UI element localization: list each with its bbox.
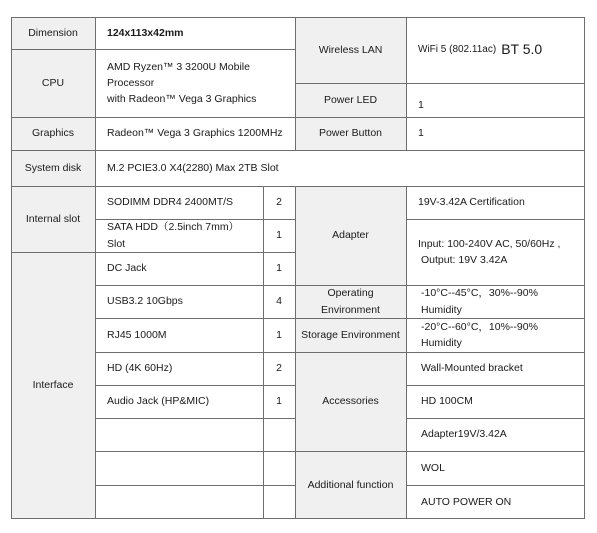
cpu-label: CPU: [11, 49, 95, 117]
row-divider: [406, 219, 585, 220]
power-button-value: 1: [418, 127, 424, 140]
table-border: [11, 17, 12, 519]
interface-qty: 4: [276, 295, 282, 308]
row-divider: [11, 150, 585, 151]
cpu-line-1: AMD Ryzen™ 3 3200U Mobile Processor: [107, 60, 250, 89]
wireless-lan-label: Wireless LAN: [295, 17, 406, 83]
row-divider: [295, 318, 585, 319]
table-border: [584, 17, 585, 519]
row-divider: [11, 117, 585, 118]
row-divider: [11, 49, 295, 50]
row-divider: [95, 451, 295, 452]
adapter-certification: 19V-3.42A Certification: [418, 196, 525, 209]
row-divider: [11, 252, 295, 253]
additional-function-label: Additional function: [295, 451, 406, 519]
interface-item: USB3.2 10Gbps: [107, 295, 183, 308]
cpu-value: [95, 49, 295, 117]
interface-item: HD (4K 60Hz): [107, 362, 173, 375]
accessory-item: Wall-Mounted bracket: [421, 362, 523, 375]
adapter-output: Output: 19V 3.42A: [421, 254, 508, 266]
row-divider: [95, 285, 295, 286]
row-divider: [95, 385, 295, 386]
storage-env-value: -20°C--60°C，10%--90% Humidity: [421, 320, 538, 349]
adapter-input: Input: 100-240V AC, 50/60Hz ,: [418, 237, 561, 250]
interface-item: DC Jack: [107, 262, 147, 275]
row-divider: [295, 451, 585, 452]
dimension-label: Dimension: [11, 17, 95, 49]
row-divider: [295, 285, 585, 286]
power-button-label: Power Button: [295, 117, 406, 150]
additional-function-item: AUTO POWER ON: [421, 495, 512, 508]
table-border: [11, 17, 585, 18]
power-led-value: 1: [418, 98, 424, 111]
row-divider: [11, 186, 585, 187]
row-divider: [95, 352, 295, 353]
internal-slot-label: Internal slot: [11, 186, 95, 252]
interface-qty: 1: [276, 395, 282, 408]
row-divider: [295, 352, 585, 353]
adapter-io: [406, 219, 584, 285]
additional-function-item: WOL: [421, 461, 445, 474]
operating-env-label: Operating Environment: [295, 285, 406, 318]
row-divider: [95, 219, 295, 220]
power-led-label: Power LED: [295, 83, 406, 117]
row-divider: [95, 418, 295, 419]
accessories-label: Accessories: [295, 352, 406, 451]
bluetooth-version: BT 5.0: [501, 41, 543, 58]
cpu-line-2: with Radeon™ Vega 3 Graphics: [107, 93, 257, 106]
accessory-item: Adapter19V/3.42A: [421, 428, 507, 441]
row-divider: [406, 485, 585, 486]
row-divider: [406, 385, 585, 386]
system-disk-label: System disk: [11, 150, 95, 186]
dimension-value: 124x113x42mm: [107, 26, 184, 39]
row-divider: [295, 83, 585, 84]
accessory-item: HD 100CM: [421, 395, 473, 408]
interface-label: Interface: [11, 252, 95, 519]
column-divider: [95, 17, 96, 519]
row-divider: [406, 418, 585, 419]
storage-env-label: Storage Environment: [295, 318, 406, 352]
interface-qty: 1: [276, 328, 282, 341]
row-divider: [95, 485, 295, 486]
wireless-lan-value: [406, 17, 584, 83]
interface-qty: 2: [276, 362, 282, 375]
operating-env-value: -10°C--45°C，30%--90% Humidity: [421, 287, 538, 316]
internal-slot-item: SATA HDD（2.5inch 7mm）Slot: [107, 221, 240, 250]
internal-slot-item: SODIMM DDR4 2400MT/S: [107, 196, 234, 209]
row-divider: [95, 318, 295, 319]
internal-slot-qty: 1: [276, 229, 282, 242]
internal-slot-qty: 2: [276, 196, 282, 209]
graphics-label: Graphics: [11, 117, 95, 150]
interface-item: Audio Jack (HP&MIC): [107, 395, 210, 408]
system-disk-value: M.2 PCIE3.0 X4(2280) Max 2TB Slot: [107, 161, 279, 174]
interface-qty: 1: [276, 262, 282, 275]
wifi-standard: WiFi 5 (802.11ac): [418, 44, 497, 56]
adapter-label: Adapter: [295, 186, 406, 285]
interface-item: RJ45 1000M: [107, 328, 167, 341]
graphics-value: Radeon™ Vega 3 Graphics 1200MHz: [107, 127, 283, 140]
table-border: [11, 518, 585, 519]
